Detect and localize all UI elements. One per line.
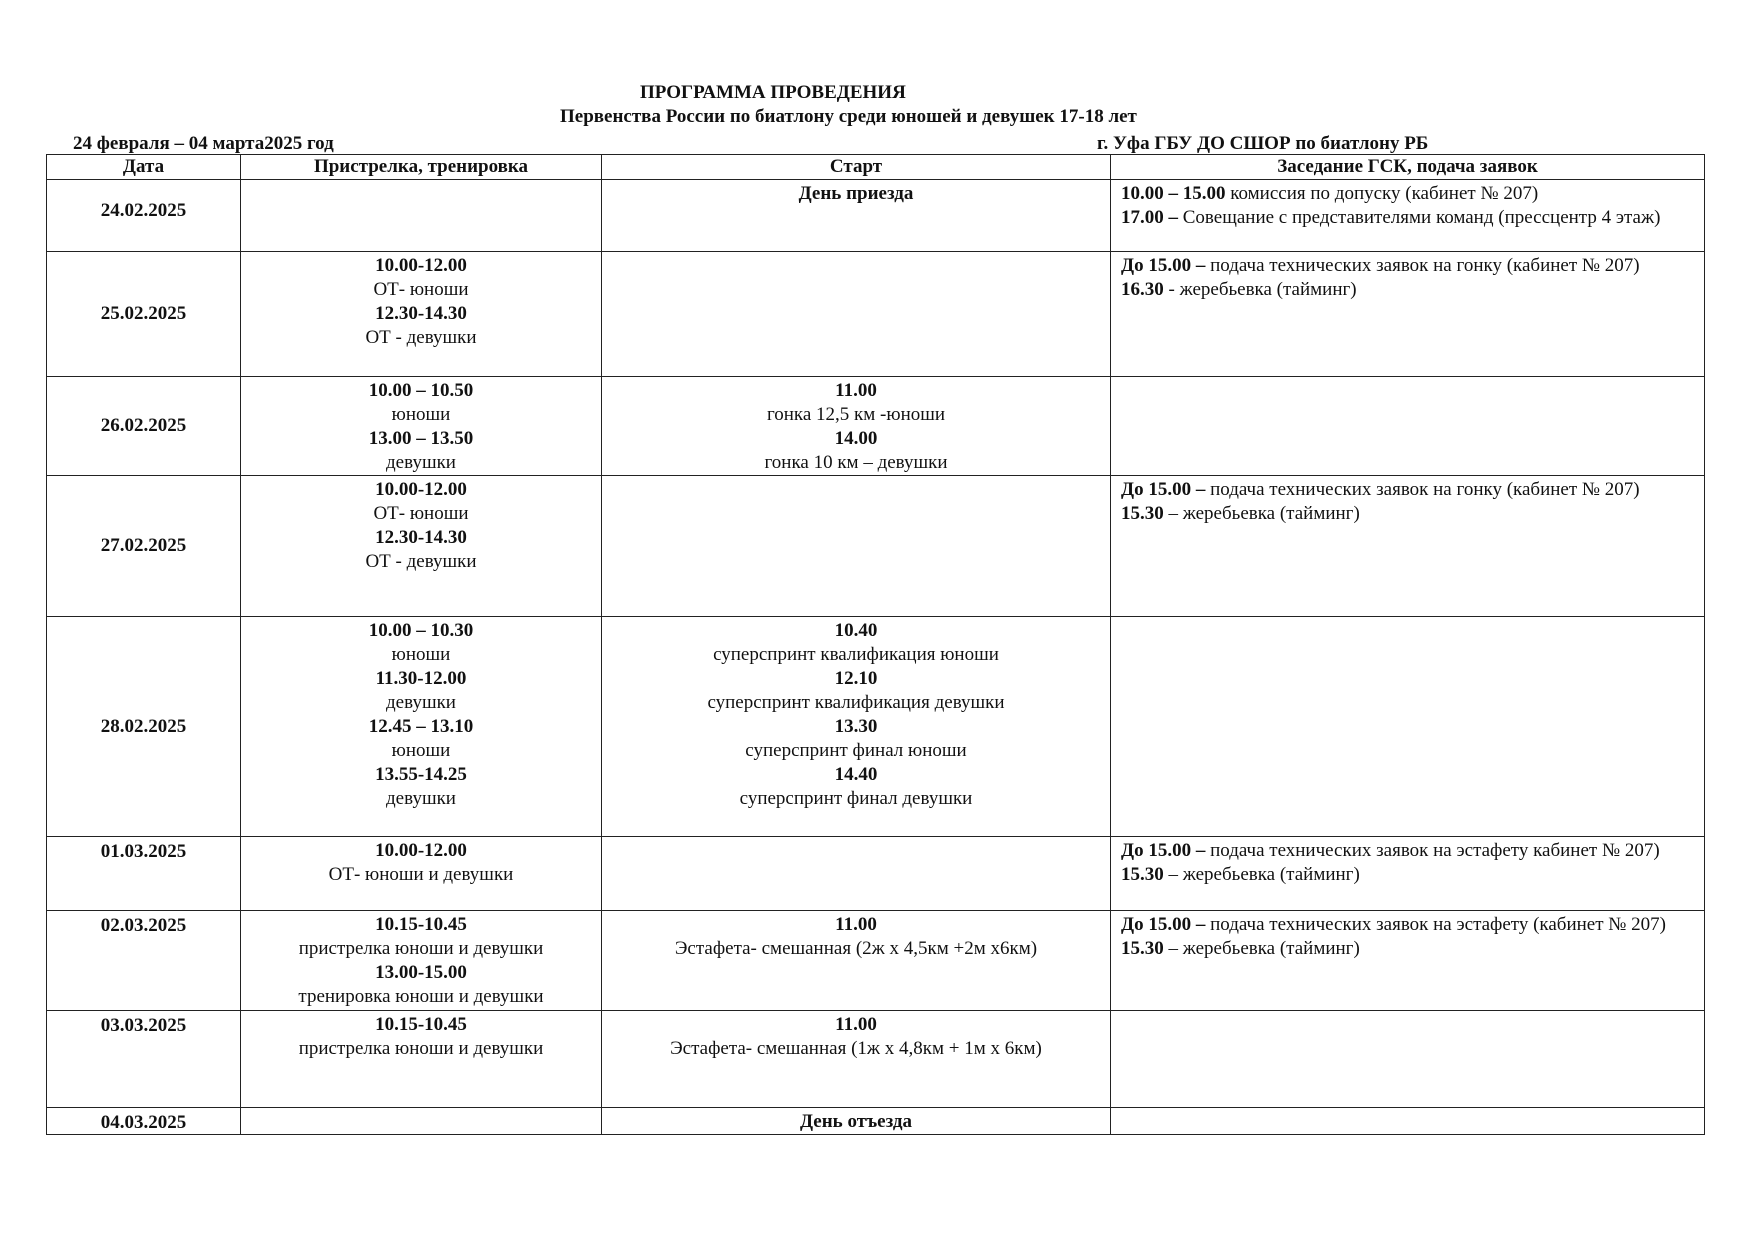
start-line: 11.00 [835,380,877,401]
training-line: пристрелка юноши и девушки [298,1038,544,1059]
meeting-entry [1121,254,1694,278]
table-row [47,1011,1705,1108]
training-line: девушки [386,788,456,809]
column-header-training: Пристрелка, тренировка [241,155,602,180]
meeting-time: До 15.00 – [1121,914,1206,935]
start-line: суперспринт квалификация юноши [713,644,999,665]
start-line: 13.30 [834,716,878,737]
meeting-time: 17.00 – [1121,207,1178,228]
training-cell [241,252,602,377]
start-line: 11.00 [835,914,877,935]
training-line: 10.15-10.45 [375,914,467,935]
meeting-entry [1121,182,1694,206]
meeting-text: комиссия по допуску (кабинет № 207) [1225,183,1539,204]
start-line: гонка 10 км – девушки [764,452,948,473]
table-row [47,617,1705,837]
row-date: 25.02.2025 [47,252,241,377]
meeting-text: Совещание с представителями команд (прессцентр 4 этаж) [1178,207,1661,228]
training-line: 11.30-12.00 [375,668,467,689]
start-cell [602,617,1111,837]
start-cell [602,377,1111,476]
row-date: 26.02.2025 [47,377,241,476]
event-place: г. Уфа ГБУ ДО СШОР по биатлону РБ [1097,133,1429,154]
start-line: 12.10 [834,668,878,689]
meeting-cell [1111,1011,1705,1108]
training-line: 13.00 – 13.50 [368,428,474,449]
meeting-text: – жеребьевка (тайминг) [1163,938,1360,959]
training-line: 10.00-12.00 [375,840,467,861]
training-line: 10.00 – 10.30 [368,620,474,641]
page-title: ПРОГРАММА ПРОВЕДЕНИЯ [640,82,906,103]
training-line: тренировка юноши и девушки [298,986,544,1007]
row-date: 02.03.2025 [47,911,241,1011]
training-cell [241,837,602,911]
meeting-entry [1121,278,1694,302]
table-row [47,377,1705,476]
meeting-entry [1121,863,1694,887]
row-date: 04.03.2025 [47,1108,241,1135]
table-row [47,476,1705,617]
training-line: 10.00 – 10.50 [368,380,474,401]
meeting-time: До 15.00 – [1121,840,1206,861]
column-header-date: Дата [47,155,241,180]
table-header-row [47,155,1705,180]
training-cell [241,476,602,617]
event-dates: 24 февраля – 04 марта2025 год [73,133,334,154]
row-date: 03.03.2025 [47,1011,241,1108]
training-line: девушки [386,452,456,473]
meeting-cell [1111,377,1705,476]
training-line: 10.15-10.45 [375,1014,467,1035]
start-line: 14.40 [834,764,878,785]
training-line: ОТ - девушки [365,327,477,348]
start-cell [602,1011,1111,1108]
training-line: ОТ - девушки [365,551,477,572]
start-line: гонка 12,5 км -юноши [766,404,946,425]
training-cell [241,1011,602,1108]
start-line: Эстафета- смешанная (2ж х 4,5км +2м х6км) [674,938,1038,959]
start-cell [602,476,1111,617]
meeting-cell [1111,911,1705,1011]
start-line: 14.00 [834,428,878,449]
start-line: День приезда [798,183,914,204]
meeting-entry [1121,502,1694,526]
meeting-time: 15.30 [1121,503,1164,524]
start-cell [602,1108,1111,1135]
meeting-entry [1121,206,1694,230]
meeting-text: подача технических заявок на эстафету (кабинет № 207) [1205,914,1666,935]
start-cell [602,252,1111,377]
start-line: 10.40 [834,620,878,641]
table-row [47,837,1705,911]
table-row [47,252,1705,377]
start-cell [602,911,1111,1011]
training-line: 13.00-15.00 [375,962,467,983]
meeting-cell [1111,1108,1705,1135]
table-row [47,180,1705,252]
meeting-text: подача технических заявок на гонку (кабинет № 207) [1205,255,1640,276]
training-cell [241,617,602,837]
training-line: девушки [386,692,456,713]
meeting-text: подача технических заявок на гонку (кабинет № 207) [1205,479,1640,500]
row-date: 27.02.2025 [47,476,241,617]
start-line: суперспринт финал юноши [745,740,967,761]
row-date: 24.02.2025 [47,180,241,252]
page-subtitle: Первенства России по биатлону среди юношей и девушек 17-18 лет [560,106,1137,127]
training-line: 12.30-14.30 [375,527,467,548]
meeting-time: 16.30 [1121,279,1164,300]
training-line: юноши [391,644,451,665]
meeting-cell [1111,180,1705,252]
meeting-entry [1121,937,1694,961]
start-cell [602,180,1111,252]
meeting-text: подача технических заявок на эстафету кабинет № 207) [1205,840,1660,861]
meeting-cell [1111,476,1705,617]
training-line: юноши [391,740,451,761]
training-cell [241,1108,602,1135]
meeting-text: - жеребьевка (тайминг) [1163,279,1357,300]
start-line: суперспринт квалификация девушки [707,692,1005,713]
training-line: юноши [391,404,451,425]
meeting-entry [1121,839,1694,863]
start-line: суперспринт финал девушки [739,788,973,809]
meeting-cell [1111,837,1705,911]
training-line: пристрелка юноши и девушки [298,938,544,959]
training-cell [241,377,602,476]
meeting-time: До 15.00 – [1121,479,1206,500]
training-line: ОТ- юноши [373,503,469,524]
meeting-text: – жеребьевка (тайминг) [1163,864,1360,885]
training-line: 13.55-14.25 [375,764,467,785]
meeting-cell [1111,617,1705,837]
training-cell [241,911,602,1011]
training-line: 10.00-12.00 [375,255,467,276]
training-line: 12.30-14.30 [375,303,467,324]
meeting-entry [1121,913,1694,937]
meeting-time: 10.00 – 15.00 [1121,183,1226,204]
meeting-time: 15.30 [1121,864,1164,885]
row-date: 28.02.2025 [47,617,241,837]
start-cell [602,837,1111,911]
table-row [47,1108,1705,1135]
start-line: 11.00 [835,1014,877,1035]
start-line: Эстафета- смешанная (1ж х 4,8км + 1м х 6км) [670,1038,1042,1059]
schedule-table [46,154,1705,1135]
meeting-entry [1121,478,1694,502]
training-cell [241,180,602,252]
training-line: 12.45 – 13.10 [368,716,474,737]
column-header-start: Старт [602,155,1111,180]
meeting-time: До 15.00 – [1121,255,1206,276]
meeting-time: 15.30 [1121,938,1164,959]
start-line: День отъезда [800,1111,912,1132]
meeting-cell [1111,252,1705,377]
training-line: ОТ- юноши [373,279,469,300]
table-row [47,911,1705,1011]
training-line: 10.00-12.00 [375,479,467,500]
column-header-meeting: Заседание ГСК, подача заявок [1111,155,1705,180]
meeting-text: – жеребьевка (тайминг) [1163,503,1360,524]
row-date: 01.03.2025 [47,837,241,911]
training-line: ОТ- юноши и девушки [328,864,514,885]
